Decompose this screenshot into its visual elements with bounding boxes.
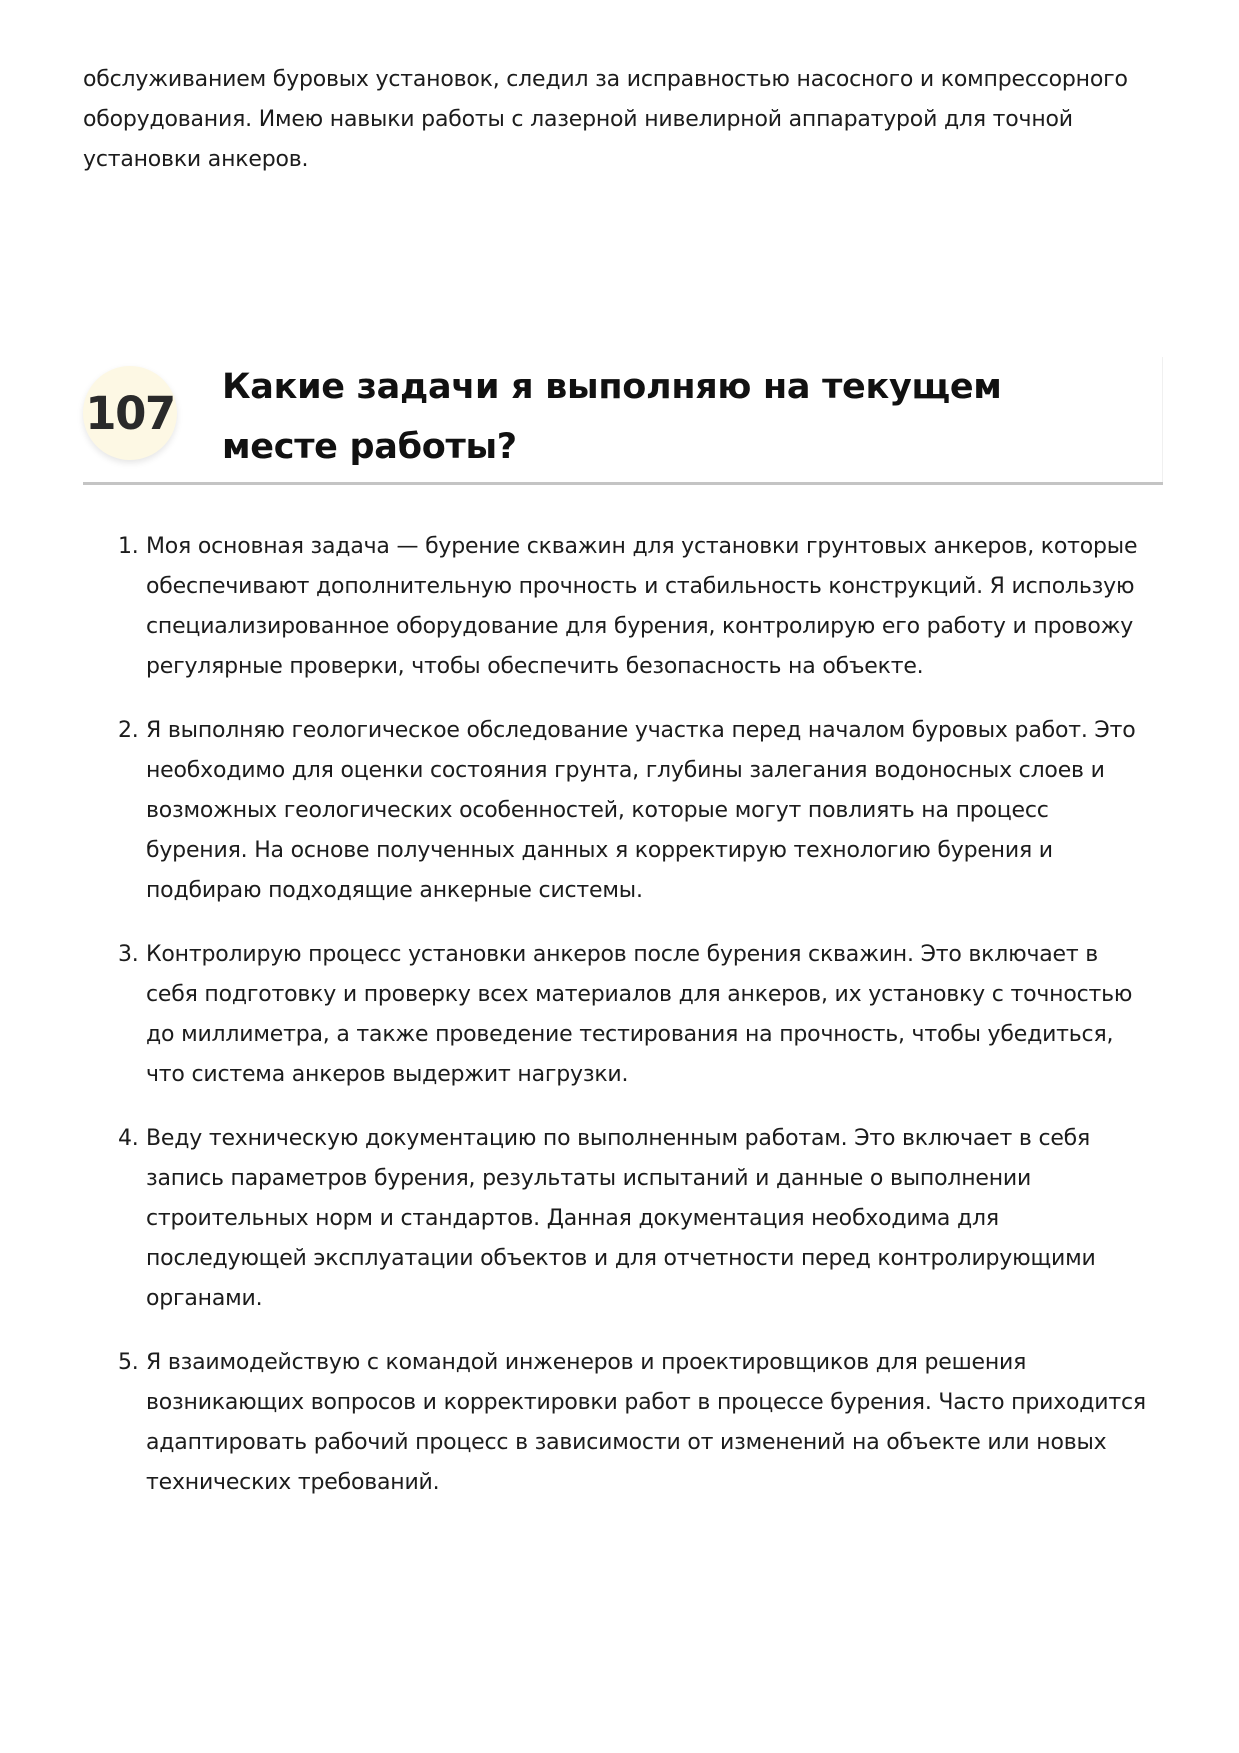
question-number-badge: 107 <box>83 366 177 460</box>
question-title: Какие задачи я выполняю на текущем месте работы? <box>222 367 1002 467</box>
list-item-text: Контролирую процесс установки анкеров после бурения скважин. Это включает в себя подготовку и проверку всех материалов для анкеров, их установку с точностью до миллиметра, а также проведение тестирования на прочность, чтобы убедиться, что система анкеров выдержит нагрузки. <box>146 942 1133 1087</box>
list-item-number: 4. <box>118 1126 139 1151</box>
intro-paragraph: обслуживанием буровых установок, следил за исправностью насосного и компрессорного оборудования. Имею навыки работы с лазерной нивелирной аппаратурой для точной установки анкеров. <box>83 67 1128 172</box>
list-item <box>118 935 1156 1095</box>
list-item-number: 3. <box>118 942 139 967</box>
list-item-number: 5. <box>118 1350 139 1375</box>
list-item <box>118 711 1156 911</box>
list-item-text: Веду техническую документацию по выполненным работам. Это включает в себя запись параметров бурения, результаты испытаний и данные о выполнении строительных норм и стандартов. Данная документация необходима для последующей эксплуатации объектов и для отчетности перед контролирующими органами. <box>146 1126 1096 1311</box>
list-item <box>118 1343 1156 1503</box>
question-header <box>83 357 1163 485</box>
list-item-number: 1. <box>118 534 139 559</box>
list-item-text: Я выполняю геологическое обследование участка перед началом буровых работ. Это необходимо для оценки состояния грунта, глубины залегания водоносных слоев и возможных геологических особенностей, которые могут повлиять на процесс бурения. На основе полученных данных я корректирую технологию бурения и подбираю подходящие анкерные системы. <box>146 718 1136 903</box>
list-item-text: Моя основная задача — бурение скважин для установки грунтовых анкеров, которые обеспечивают дополнительную прочность и стабильность конструкций. Я использую специализированное оборудование для бурения, контролирую его работу и провожу регулярные проверки, чтобы обеспечить безопасность на объекте. <box>146 534 1138 679</box>
list-item <box>118 1119 1156 1319</box>
answers-list <box>118 527 1156 1527</box>
list-item-text: Я взаимодействую с командой инженеров и проектировщиков для решения возникающих вопросов и корректировки работ в процессе бурения. Часто приходится адаптировать рабочий процесс в зависимости от изменений на объекте или новых технических требований. <box>146 1350 1146 1495</box>
list-item <box>118 527 1156 687</box>
list-item-number: 2. <box>118 718 139 743</box>
